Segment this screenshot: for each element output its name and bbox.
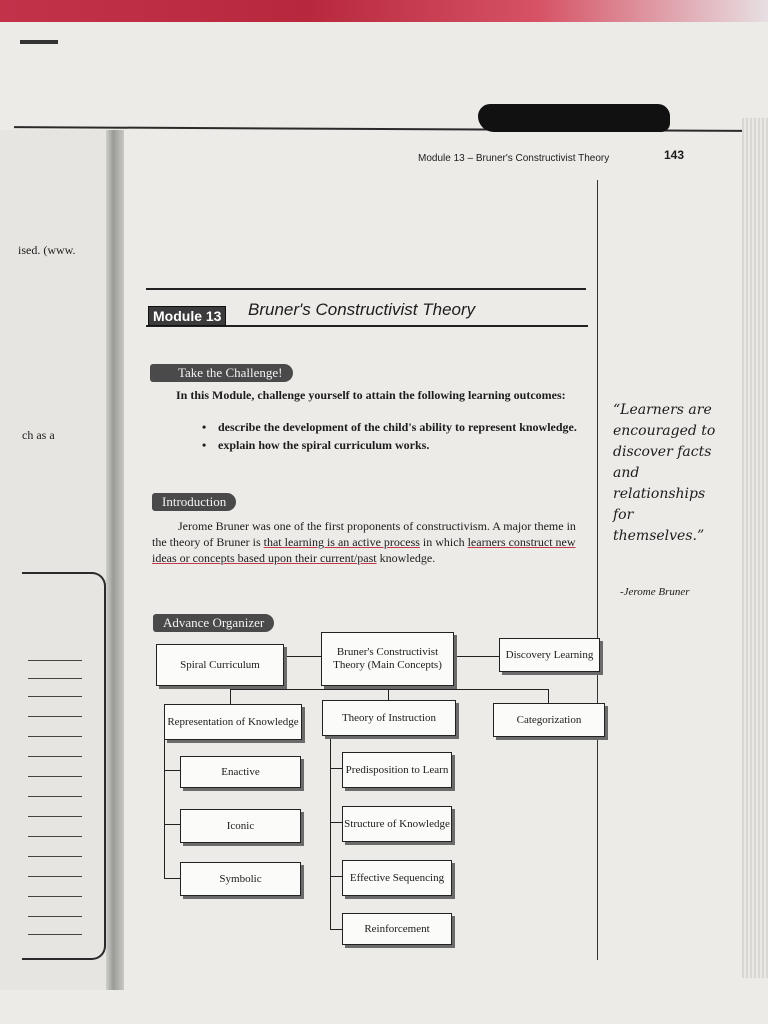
- form-line: [28, 896, 82, 897]
- left-page-fragment: ch as a: [22, 428, 55, 442]
- form-line: [28, 736, 82, 737]
- box-iconic: Iconic: [180, 809, 301, 843]
- form-line: [28, 934, 82, 935]
- challenge-intro: [150, 387, 590, 404]
- form-line: [28, 836, 82, 837]
- intro-underlined: learners construct new ideas or concepts based upon their current/past: [152, 535, 576, 565]
- box-enactive: Enactive: [180, 756, 301, 788]
- form-line: [28, 856, 82, 857]
- box-structure: Structure of Knowledge: [342, 806, 452, 842]
- intro-text-part: in which: [419, 535, 468, 549]
- intro-text-part: knowledge.: [376, 551, 436, 565]
- form-line: [28, 776, 82, 777]
- connector-line: [548, 689, 549, 704]
- connector-line: [453, 656, 499, 657]
- advance-organizer-heading: Advance Organizer: [153, 614, 274, 632]
- box-predisposition: Predisposition to Learn: [342, 752, 452, 788]
- margin-quote: “Learners are encouraged to discover facts and relationships for themselves.”: [613, 402, 716, 544]
- connector-line: [330, 768, 342, 769]
- connector-line: [164, 738, 165, 878]
- connector-line: [283, 656, 321, 657]
- connector-line: [388, 684, 389, 700]
- outcomes-list: [200, 419, 590, 453]
- left-page-form-box: [22, 572, 106, 960]
- box-main-concepts: Bruner's Constructivist Theory (Main Concepts): [321, 632, 454, 686]
- connector-line: [230, 689, 231, 704]
- form-line: [28, 716, 82, 717]
- connector-line: [164, 770, 180, 771]
- form-line: [28, 678, 82, 679]
- introduction-paragraph: [152, 518, 592, 566]
- form-line: [28, 696, 82, 697]
- margin-divider: [597, 180, 598, 960]
- running-head: Module 13 – Bruner's Constructivist Theory: [418, 153, 610, 164]
- title-rule-top: [146, 288, 586, 290]
- intro-underlined: that learning is an active process: [263, 535, 420, 549]
- challenge-intro-text: In this Module, challenge yourself to attain the following learning outcomes:: [176, 388, 566, 402]
- form-line: [28, 916, 82, 917]
- box-symbolic: Symbolic: [180, 862, 301, 896]
- outcome-item: • describe the development of the child's ability to represent knowledge.: [200, 419, 590, 435]
- connector-line: [330, 822, 342, 823]
- connector-line: [164, 824, 180, 825]
- box-categorization: Categorization: [493, 703, 605, 737]
- connector-line: [330, 929, 342, 930]
- box-representation: Representation of Knowledge: [164, 704, 302, 740]
- box-spiral-curriculum: Spiral Curriculum: [156, 644, 284, 686]
- box-discovery-learning: Discovery Learning: [499, 638, 600, 672]
- challenge-heading: Take the Challenge!: [150, 364, 293, 382]
- intro-text-part: Jerome Bruner was one of the first proponents of constructivism. A major theme in the theory of Bruner is: [152, 519, 576, 549]
- corner-mark: [20, 40, 58, 44]
- connector-line: [230, 689, 548, 690]
- connector-line: [164, 878, 180, 879]
- module-badge: Module 13: [148, 306, 226, 326]
- form-line: [28, 756, 82, 757]
- outcome-item: • explain how the spiral curriculum works.: [200, 437, 590, 453]
- box-theory-of-instruction: Theory of Instruction: [322, 700, 456, 736]
- box-sequencing: Effective Sequencing: [342, 860, 452, 896]
- form-line: [28, 876, 82, 877]
- form-line: [28, 660, 82, 661]
- introduction-heading: Introduction: [152, 493, 236, 511]
- module-title: Bruner's Constructivist Theory: [248, 300, 476, 319]
- box-reinforcement: Reinforcement: [342, 913, 452, 945]
- connector-line: [330, 876, 342, 877]
- connector-line: [330, 734, 331, 930]
- left-page-fragment: ised. (www.: [18, 243, 76, 257]
- form-line: [28, 816, 82, 817]
- book-gutter: [106, 130, 124, 990]
- redaction-mark: [478, 104, 670, 132]
- quote-author: -Jerome Bruner: [620, 586, 690, 598]
- page-number: 143: [664, 148, 685, 162]
- form-line: [28, 796, 82, 797]
- page-edge: [742, 118, 768, 978]
